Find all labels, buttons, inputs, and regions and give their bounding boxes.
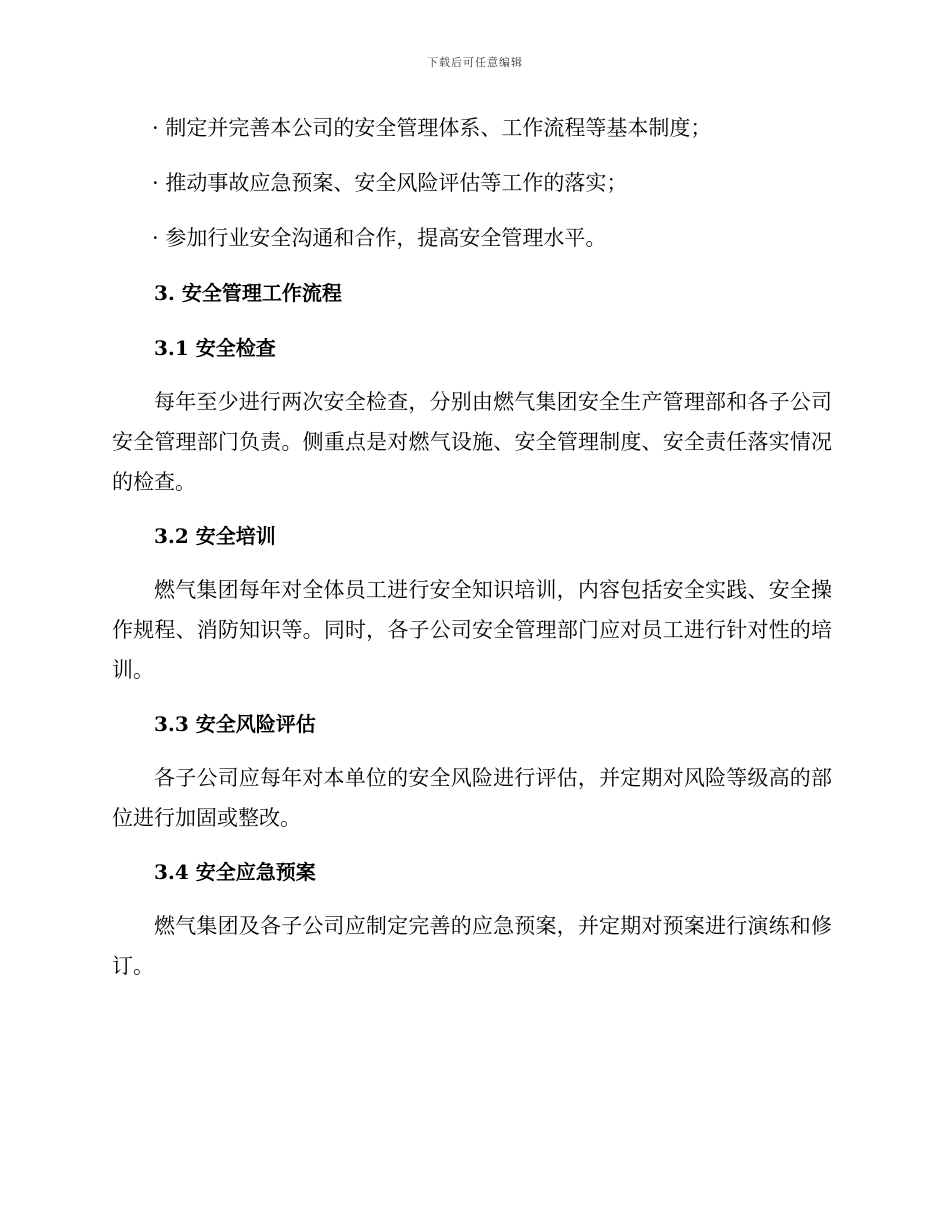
document-body <box>112 108 832 1000</box>
subsection-heading: 3.4 安全应急预案 <box>154 860 316 884</box>
paragraph: 燃气集团每年对全体员工进行安全知识培训，内容包括安全实践、安全操作规程、消防知识等。同时，各子公司安全管理部门应对员工进行针对性的培训。 <box>112 578 832 682</box>
bullet-item: · 参加行业安全沟通和合作，提高安全管理水平。 <box>152 226 607 250</box>
bullet-item: · 推动事故应急预案、安全风险评估等工作的落实； <box>152 171 628 195</box>
paragraph: 各子公司应每年对本单位的安全风险进行评估，并定期对风险等级高的部位进行加固或整改。 <box>112 766 832 830</box>
bullet-item: · 制定并完善本公司的安全管理体系、工作流程等基本制度； <box>152 116 712 140</box>
paragraph: 燃气集团及各子公司应制定完善的应急预案，并定期对预案进行演练和修订。 <box>112 914 832 978</box>
subsection-heading: 3.1 安全检查 <box>154 336 276 360</box>
paragraph: 每年至少进行两次安全检查，分别由燃气集团安全生产管理部和各子公司安全管理部门负责。侧重点是对燃气设施、安全管理制度、安全责任落实情况的检查。 <box>112 390 832 494</box>
header-note: 下载后可任意编辑 <box>427 56 523 69</box>
section-heading: 3. 安全管理工作流程 <box>154 281 342 305</box>
subsection-heading: 3.2 安全培训 <box>154 524 276 548</box>
subsection-heading: 3.3 安全风险评估 <box>154 712 316 736</box>
